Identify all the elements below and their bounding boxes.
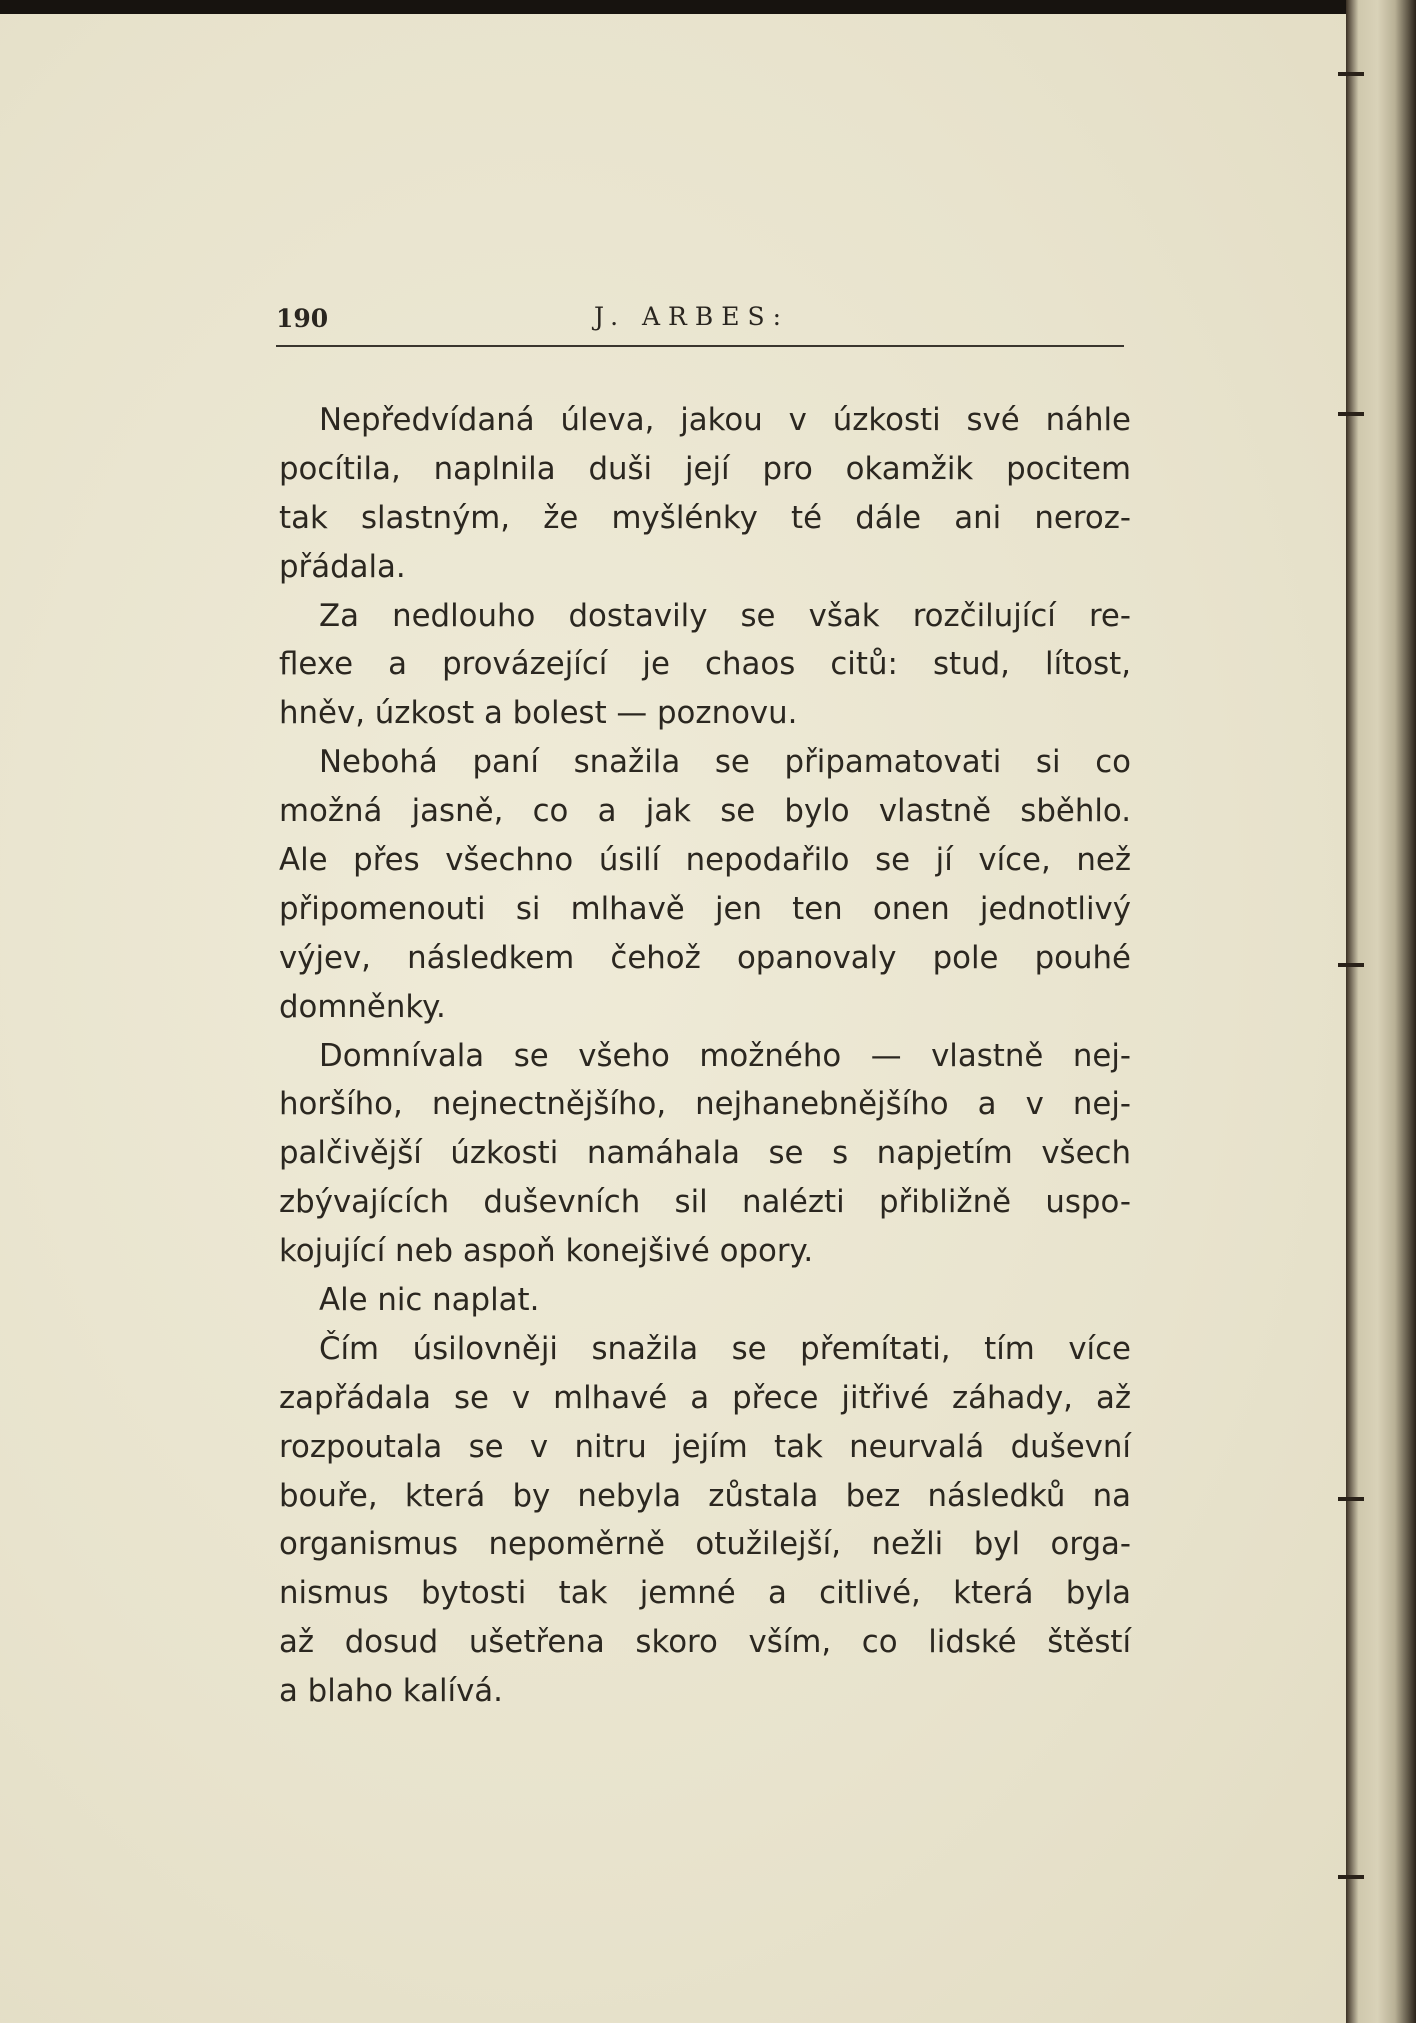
text-line: zapřádala se v mlhavé a přece jitřivé záhady, až (279, 1379, 1131, 1416)
text-line: až dosud ušetřena skoro vším, co lidské štěstí (279, 1624, 1131, 1661)
text-line: připomenouti si mlhavě jen ten onen jednotlivý (279, 890, 1131, 927)
edge-mark (1338, 412, 1364, 416)
text-line: rozpoutala se v nitru jejím tak neurvalá duševní (279, 1428, 1131, 1465)
edge-mark (1338, 72, 1364, 76)
edge-mark (1338, 1497, 1364, 1501)
text-line: palčivější úzkosti namáhala se s napjetím všech (279, 1135, 1131, 1172)
text-line: Nepředvídaná úleva, jakou v úzkosti své náhle (319, 402, 1131, 438)
text-line: kojující neb aspoň konejšivé opory. (279, 1233, 814, 1270)
page-header (276, 302, 1124, 342)
text-line: horšího, nejnectnějšího, nejhanebnějšího a v nej- (279, 1086, 1131, 1123)
text-line: flexe a provázející je chaos citů: stud, lítost, (279, 646, 1131, 683)
text-line: Domnívala se všeho možného — vlastně nej- (319, 1037, 1131, 1074)
text-line: zbývajících duševních sil nalézti přibližně uspo- (279, 1184, 1131, 1221)
text-line: a blaho kalívá. (279, 1673, 503, 1710)
text-line: Za nedlouho dostavily se však rozčilující re- (319, 597, 1131, 634)
edge-mark (1338, 1875, 1364, 1879)
edge-mark (1338, 963, 1364, 967)
text-line: tak slastným, že myšlénky té dále ani neroz- (279, 499, 1131, 536)
text-line: možná jasně, co a jak se bylo vlastně sběhlo. (279, 793, 1131, 830)
running-head: J. ARBES: (594, 302, 790, 331)
text-line: Nebohá paní snažila se připamatovati si co (319, 744, 1131, 781)
body-text (279, 396, 1131, 1716)
text-line: nismus bytosti tak jemné a citlivé, která byla (279, 1575, 1131, 1612)
header-rule (276, 345, 1124, 347)
text-line: Čím úsilovněji snažila se přemítati, tím více (319, 1330, 1131, 1367)
text-line: domněnky. (279, 988, 446, 1025)
text-line: Ale nic naplat. (319, 1282, 540, 1319)
text-line: hněv, úzkost a bolest — poznovu. (279, 695, 798, 732)
text-line: bouře, která by nebyla zůstala bez následků na (279, 1477, 1131, 1514)
text-line: pocítila, naplnila duši její pro okamžik pocitem (279, 450, 1131, 487)
text-line: Ale přes všechno úsilí nepodařilo se jí více, než (279, 842, 1131, 879)
text-line: výjev, následkem čehož opanovaly pole pouhé (279, 939, 1131, 976)
page-number: 190 (276, 304, 329, 333)
text-line: přádala. (279, 548, 406, 585)
page-edge (1346, 0, 1416, 2023)
text-line: organismus nepoměrně otužilejší, nežli byl orga- (279, 1526, 1131, 1563)
